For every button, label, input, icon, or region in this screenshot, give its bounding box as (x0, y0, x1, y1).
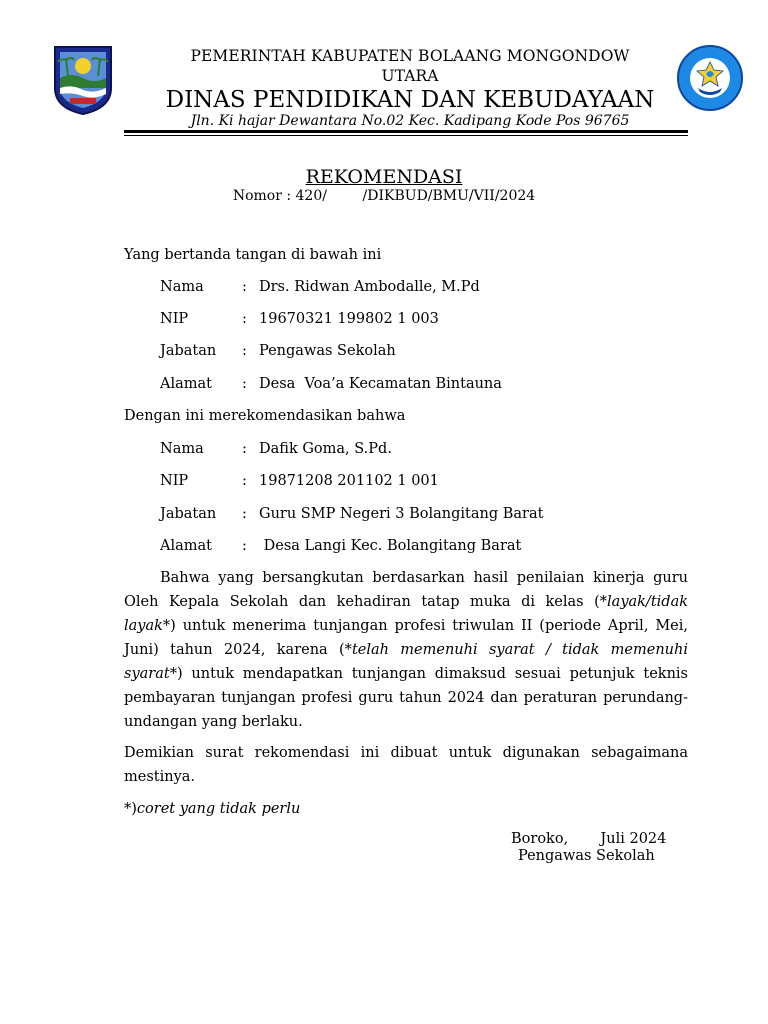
document-number: Nomor : 420/ /DIKBUD/BMU/VII/2024 (232, 188, 536, 204)
signer-jabatan-label: Jabatan (160, 343, 217, 359)
regency-emblem-logo (52, 44, 114, 116)
header-government-line: PEMERINTAH KABUPATEN BOLAANG MONGONDOW (190, 47, 630, 65)
footnote (124, 799, 300, 819)
header-address: Jln. Ki hajar Dewantara No.02 Kec. Kadipang Kode Pos 96765 (190, 113, 630, 129)
body-text-part: *) untuk menerima tunjangan profesi triwulan II (periode April, Mei, Juni) tahun 2024, karena (* (124, 618, 688, 658)
header-divider-thick (124, 130, 688, 133)
colon: : (242, 343, 247, 359)
closing-paragraph (124, 741, 688, 789)
recommend-intro-text: Dengan ini merekomendasikan bahwa (124, 408, 406, 424)
header-government-line-2: UTARA (381, 67, 439, 85)
colon: : (242, 279, 247, 295)
colon: : (242, 311, 247, 327)
signature-role: Pengawas Sekolah (518, 848, 655, 864)
header-office-name: DINAS PENDIDIKAN DAN KEBUDAYAAN (165, 87, 655, 113)
colon: : (242, 473, 247, 489)
subject-jabatan-label: Jabatan (160, 506, 217, 522)
body-text-part: *) untuk mendapatkan tunjangan dimaksud sesuai petunjuk teknis pembayaran tunjangan profesi guru tahun 2024 dan peraturan perundang-undangan yang berlaku. (124, 666, 688, 730)
subject-nama-label: Nama (160, 441, 204, 457)
subject-alamat-label: Alamat (160, 538, 212, 554)
colon: : (242, 376, 247, 392)
intro-text: Yang bertanda tangan di bawah ini (124, 247, 382, 263)
subject-jabatan-value: Guru SMP Negeri 3 Bolangitang Barat (259, 506, 544, 522)
body-paragraph (124, 566, 688, 734)
closing-text: Demikian surat rekomendasi ini dibuat untuk digunakan sebagaimana mestinya. (124, 745, 688, 785)
subject-nip-value: 19871208 201102 1 001 (259, 473, 439, 489)
signature-place-date: Boroko, Juli 2024 (511, 831, 667, 847)
body-emphasis-layak: layak/tidak layak (124, 594, 688, 634)
footnote-text: coret yang tidak perlu (136, 801, 301, 817)
signer-nama-label: Nama (160, 279, 204, 295)
subject-alamat-value: Desa Langi Kec. Bolangitang Barat (259, 538, 522, 554)
subject-nama-value: Dafik Goma, S.Pd. (259, 441, 392, 457)
footnote-mark: *) (124, 801, 137, 817)
document-title: REKOMENDASI (305, 166, 463, 188)
signer-jabatan-value: Pengawas Sekolah (259, 343, 396, 359)
subject-nip-label: NIP (160, 473, 189, 489)
signer-nip-label: NIP (160, 311, 189, 327)
signer-alamat-label: Alamat (160, 376, 212, 392)
colon: : (242, 441, 247, 457)
signer-alamat-value: Desa Voa’a Kecamatan Bintauna (259, 376, 502, 392)
body-emphasis-syarat: telah memenuhi syarat / tidak memenuhi syarat (124, 642, 688, 682)
colon: : (242, 538, 247, 554)
header-divider-thin (124, 135, 688, 136)
signer-nip-value: 19670321 199802 1 003 (259, 311, 439, 327)
body-text-part: Bahwa yang bersangkutan berdasarkan hasil penilaian kinerja guru Oleh Kepala Sekolah dan kehadiran tatap muka di kelas (* (124, 570, 688, 610)
colon: : (242, 506, 247, 522)
signer-nama-value: Drs. Ridwan Ambodalle, M.Pd (259, 279, 480, 295)
